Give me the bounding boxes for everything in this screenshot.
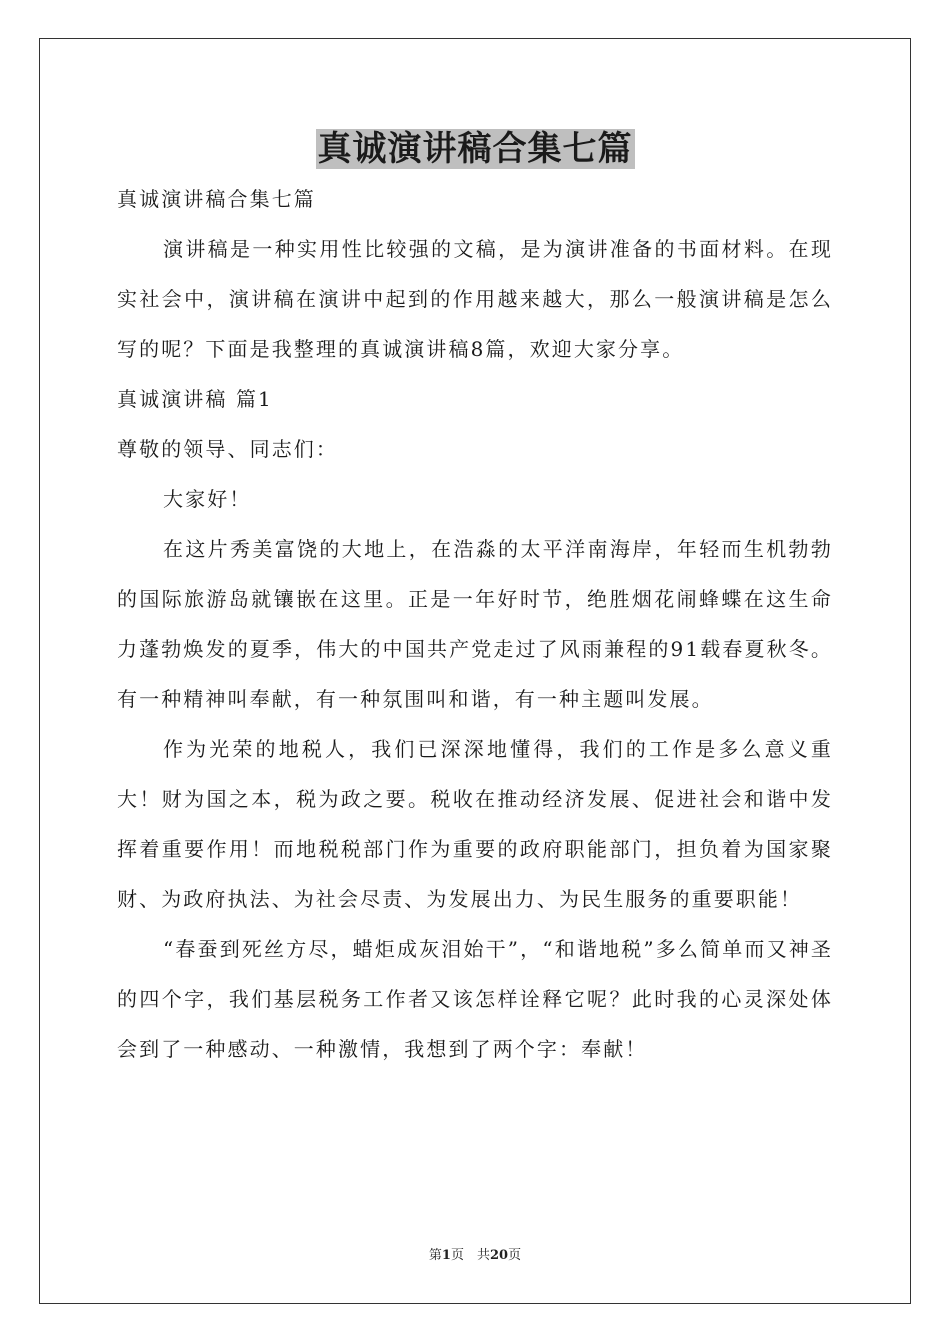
body-paragraph-1: 在这片秀美富饶的大地上，在浩淼的太平洋南海岸，年轻而生机勃勃的国际旅游岛就镶嵌在这里。正是一年好时节，绝胜烟花闹蜂蝶在这生命力蓬勃焕发的夏季，伟大的中国共产党走过了风雨兼程的91载春夏秋冬。有一种精神叫奉献，有一种氛围叫和谐，有一种主题叫发展。 (117, 537, 833, 711)
body-paragraph-3: “春蚕到死丝方尽，蜡炬成灰泪始干”，“和谐地税”多么简单而又神圣的四个字，我们基层税务工作者又该怎样诠释它呢？此时我的心灵深处体会到了一种感动、一种激情，我想到了两个字：奉献！ (117, 937, 833, 1061)
body-paragraph-2: 作为光荣的地税人，我们已深深地懂得，我们的工作是多么意义重大！财为国之本，税为政之要。税收在推动经济发展、促进社会和谐中发挥着重要作用！而地税税部门作为重要的政府职能部门，担负着为国家聚财、为政府执法、为社会尽责、为发展出力、为民生服务的重要职能！ (117, 737, 833, 911)
intro-paragraph: 演讲稿是一种实用性比较强的文稿，是为演讲准备的书面材料。在现实社会中，演讲稿在演讲中起到的作用越来越大，那么一般演讲稿是怎么写的呢？下面是我整理的真诚演讲稿8篇，欢迎大家分享。 (117, 237, 833, 361)
page-total: 20 (489, 1248, 509, 1263)
greeting: 大家好！ (163, 487, 252, 511)
salutation: 尊敬的领导、同志们： (117, 437, 338, 461)
page-prefix: 第 (428, 1248, 442, 1263)
document-title (0, 124, 950, 174)
document-body (117, 174, 833, 1074)
subtitle: 真诚演讲稿合集七篇 (117, 187, 316, 211)
page-footer (0, 1248, 950, 1264)
section-heading: 真诚演讲稿 篇1 (117, 387, 273, 411)
page-current: 1 (441, 1248, 451, 1263)
title-text: 真诚演讲稿合集七篇 (317, 129, 633, 169)
page-mid: 页 共 (450, 1248, 490, 1263)
page-suffix: 页 (508, 1248, 522, 1263)
